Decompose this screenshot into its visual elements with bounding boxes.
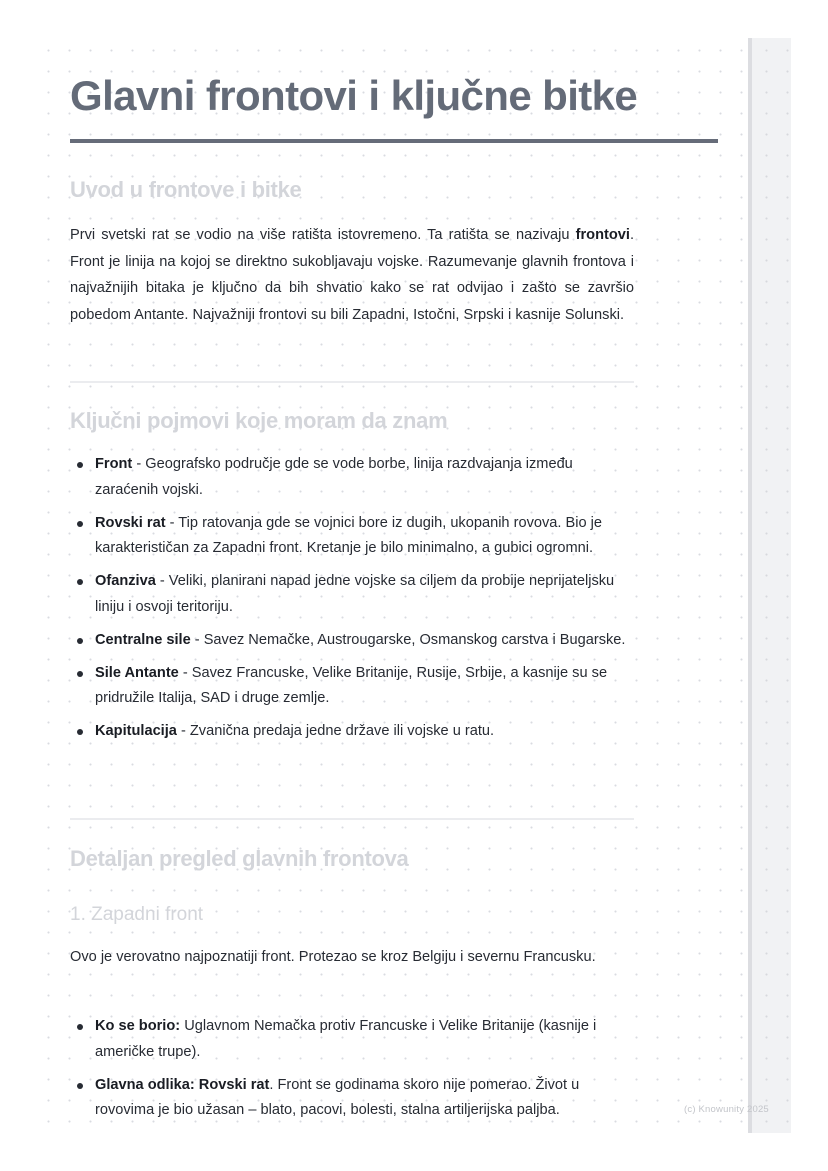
page-title: Glavni frontovi i ključne bitke [70, 72, 638, 119]
list-item [70, 452, 634, 503]
term-definition: - Savez Nemačke, Austrougarske, Osmanskog carstva i Bugarske. [190, 631, 626, 648]
term-label: Rovski rat [95, 514, 166, 531]
list-item [70, 1073, 634, 1124]
bullet-icon [77, 671, 83, 677]
copyright-footer: (c) Knowunity 2025 [684, 1104, 769, 1115]
term-definition: - Savez Francuske, Velike Britanije, Rusije, Srbije, a kasnije su se pridružile Italija, SAD i druge zemlje. [95, 664, 608, 706]
bullet-icon [77, 1083, 83, 1089]
list-item [70, 1014, 634, 1065]
term-label: Glavna odlika: Rovski rat [95, 1076, 270, 1093]
term-label: Ofanziva [95, 573, 156, 589]
intro-text-part2: . Front je linija na kojoj se direktno sukobljavaju vojske. Razumevanje glavnih frontova i najvažnijih bitaka je ključno da bih shvatio kako se rat odvijao i zašto se završio pobedom Antante. Najvažniji frontovi su bili Zapadni, Istočni, Srpski i kasnije Solunski. [70, 227, 634, 323]
bullet-icon [77, 1024, 83, 1030]
key-terms-list [70, 452, 634, 752]
list-item [70, 628, 634, 654]
section-divider [70, 381, 634, 383]
section-divider [70, 818, 634, 820]
bullet-icon [77, 729, 83, 735]
bullet-icon [77, 521, 83, 527]
section-heading-key-terms: Ključni pojmovi koje moram da znam [70, 408, 448, 433]
bullet-icon [77, 462, 83, 468]
list-item [70, 569, 634, 620]
intro-bold-term: frontovi [575, 227, 630, 243]
term-label: Front [95, 456, 133, 472]
list-item [70, 719, 634, 745]
term-definition: - Geografsko područje gde se vode borbe, linija razdvajanja između zaraćenih vojski. [95, 456, 573, 498]
intro-paragraph [70, 222, 634, 328]
term-definition: - Zvanična predaja jedne države ili vojske u ratu. [176, 723, 495, 739]
western-front-paragraph: Ovo je verovatno najpoznatiji front. Protezao se kroz Belgiju i severnu Francusku. [70, 949, 596, 965]
term-definition: . Front se godinama skoro nije pomerao. Život u rovovima je bio užasan – blato, pacovi, bolesti, stalna artiljerijska paljba. [95, 1076, 580, 1118]
bullet-icon [77, 579, 83, 585]
term-definition: - Tip ratovanja gde se vojnici bore iz dugih, ukopanih rovova. Bio je karakterističan za Zapadni front. Kretanje je bilo minimalno, a gubici ogromni. [95, 514, 603, 556]
bullet-icon [77, 638, 83, 644]
list-item [70, 511, 634, 562]
term-definition: Uglavnom Nemačka protiv Francuske i Velike Britanije (kasnije i američke trupe). [95, 1018, 597, 1060]
title-underline [70, 139, 718, 143]
term-label: Sile Antante [95, 664, 179, 681]
page-margin-strip [748, 38, 791, 1133]
term-definition: - Veliki, planirani napad jedne vojske sa ciljem da probije neprijateljsku liniju i osvoji teritoriju. [95, 573, 615, 615]
subsection-heading-western-front: 1. Zapadni front [70, 904, 204, 925]
list-item [70, 661, 634, 712]
intro-text-part1: Prvi svetski rat se vodio na više ratišta istovremeno. Ta ratišta se nazivaju [70, 227, 576, 243]
term-label: Ko se borio: [95, 1018, 181, 1034]
term-label: Kapitulacija [95, 723, 177, 739]
western-front-list [70, 1014, 634, 1131]
term-label: Centralne sile [95, 631, 191, 648]
section-heading-fronts-overview: Detaljan pregled glavnih frontova [70, 846, 409, 871]
section-heading-intro: Uvod u frontove i bitke [70, 177, 302, 202]
